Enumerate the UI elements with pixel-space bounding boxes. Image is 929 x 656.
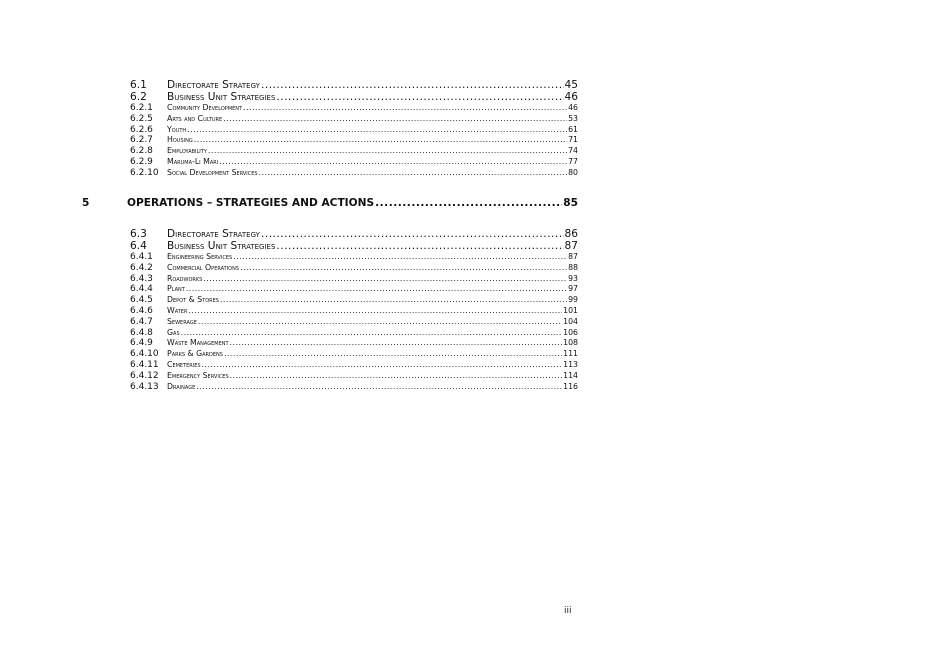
chapter-page-number: 85 xyxy=(563,197,578,209)
toc-entry-number: 6.1 xyxy=(130,79,147,91)
toc-entry-page: 88 xyxy=(568,262,578,272)
toc-entry-number: 6.4.6 xyxy=(130,305,153,316)
toc-entry-number: 6.2 xyxy=(130,90,147,103)
toc-entry-number: 6.4.7 xyxy=(130,316,153,327)
toc-leader-dots xyxy=(230,338,563,349)
toc-entry[interactable] xyxy=(130,135,578,146)
toc-entry-number: 6.2.10 xyxy=(130,167,159,178)
toc-entry-page: 114 xyxy=(563,370,578,380)
toc-leader-dots xyxy=(220,295,567,306)
toc-entry[interactable] xyxy=(130,92,578,104)
toc-entry-number: 6.3 xyxy=(130,228,147,240)
toc-entry[interactable] xyxy=(130,263,578,274)
toc-leader-dots xyxy=(208,146,567,157)
chapter-number: 5 xyxy=(82,197,90,209)
toc-entry[interactable] xyxy=(130,284,578,295)
toc-entry[interactable] xyxy=(130,295,578,306)
toc-entry-number: 6.4.11 xyxy=(130,359,159,370)
toc-entry[interactable] xyxy=(130,157,578,168)
toc-entry-page: 61 xyxy=(568,124,578,134)
toc-entry-page: 108 xyxy=(563,338,578,348)
toc-entry[interactable] xyxy=(130,306,578,317)
toc-entry-number: 6.2.9 xyxy=(130,156,153,167)
toc-entry-page: 74 xyxy=(568,146,578,156)
toc-entry-title: Arts and Culture xyxy=(167,113,223,123)
toc-leader-dots xyxy=(187,125,567,136)
toc-leader-dots xyxy=(276,92,563,104)
toc-entry-title: Community Development xyxy=(167,103,243,112)
toc-entry[interactable] xyxy=(130,114,578,125)
toc-entry-page: 80 xyxy=(568,167,578,177)
toc-entry-number: 6.4.2 xyxy=(130,262,153,273)
toc-entry[interactable] xyxy=(130,317,578,328)
toc-leader-dots xyxy=(261,80,564,92)
toc-entry-number: 6.4 xyxy=(130,239,147,252)
toc-leader-dots xyxy=(276,241,563,253)
toc-entry-page: 45 xyxy=(564,79,578,91)
toc-entry-title: Roadworks xyxy=(167,273,203,283)
toc-leader-dots xyxy=(230,371,562,382)
footer-page-number: iii xyxy=(564,606,572,616)
toc-leader-dots xyxy=(198,317,562,328)
toc-entry-page: 101 xyxy=(563,305,578,315)
toc-entry-number: 6.2.5 xyxy=(130,113,153,124)
toc-entry-number: 6.4.1 xyxy=(130,252,153,262)
toc-entry-page: 99 xyxy=(568,295,578,305)
toc-entry-page: 93 xyxy=(568,273,578,283)
toc-entry-number: 6.2.6 xyxy=(130,124,153,135)
toc-entry-page: 113 xyxy=(563,359,578,369)
toc-entry-number: 6.2.1 xyxy=(130,103,153,113)
toc-section-a xyxy=(130,80,578,179)
toc-entry-number: 6.4.12 xyxy=(130,370,159,381)
toc-entry-title: Housing xyxy=(167,135,193,145)
toc-entry-page: 97 xyxy=(568,284,578,294)
toc-entry-page: 111 xyxy=(563,349,578,359)
toc-entry-page: 87 xyxy=(564,239,578,252)
toc-leader-dots xyxy=(194,135,567,146)
toc-leader-dots xyxy=(240,263,567,274)
toc-entry[interactable] xyxy=(130,252,578,263)
toc-entry-title: Business Unit Strategies xyxy=(167,239,276,252)
toc-entry-page: 104 xyxy=(563,316,578,326)
toc-leader-dots xyxy=(223,114,567,125)
chapter-title: OPERATIONS – STRATEGIES AND ACTIONS xyxy=(127,197,375,209)
toc-entry[interactable] xyxy=(130,349,578,360)
toc-entry[interactable] xyxy=(130,338,578,349)
toc-entry-number: 6.4.8 xyxy=(130,327,153,338)
toc-entry-number: 6.2.7 xyxy=(130,135,153,146)
toc-leader-dots xyxy=(224,349,562,360)
toc-entry-page: 71 xyxy=(568,135,578,145)
toc-entry-page: 106 xyxy=(563,327,578,337)
toc-entry[interactable] xyxy=(130,371,578,382)
toc-leader-dots xyxy=(219,157,567,168)
toc-entry-title: Engineering Services xyxy=(167,252,233,261)
toc-entry-title: Parks & Gardens xyxy=(167,349,223,359)
toc-leader-dots xyxy=(259,168,567,179)
toc-leader-dots xyxy=(188,306,562,317)
toc-leader-dots xyxy=(233,252,567,263)
toc-entry-number: 6.4.13 xyxy=(130,381,159,392)
toc-entry-title: Sewerage xyxy=(167,316,197,326)
toc-entry-title: Depot & Stores xyxy=(167,295,219,305)
toc-entry-title: Directorate Strategy xyxy=(167,79,260,91)
toc-entry-page: 86 xyxy=(564,228,578,240)
toc-entry-number: 6.2.8 xyxy=(130,146,153,157)
toc-entry-title: Waste Management xyxy=(167,338,229,348)
toc-section-b xyxy=(130,229,578,392)
toc-entry-title: Commercial Operations xyxy=(167,262,240,272)
toc-entry-title: Cemeteries xyxy=(167,359,201,369)
toc-entry-title: Directorate Strategy xyxy=(167,228,260,240)
toc-entry-title: Social Development Services xyxy=(167,167,258,177)
toc-entry[interactable] xyxy=(130,382,578,393)
toc-leader-dots xyxy=(243,103,567,114)
toc-leader-dots xyxy=(261,229,564,241)
toc-entry-title: Emergency Services xyxy=(167,370,229,380)
toc-entry-page: 46 xyxy=(568,103,578,112)
toc-entry[interactable] xyxy=(130,229,578,241)
toc-entry-number: 6.4.4 xyxy=(130,284,153,295)
toc-entry[interactable] xyxy=(130,80,578,92)
toc-entry[interactable] xyxy=(130,360,578,371)
toc-entry-page: 53 xyxy=(568,113,578,123)
toc-leader-dots xyxy=(202,360,563,371)
toc-leader-dots xyxy=(196,382,562,393)
toc-entry-title: Employability xyxy=(167,146,207,156)
toc-entry-title: Drainage xyxy=(167,381,196,391)
toc-entry[interactable] xyxy=(130,103,578,114)
toc-entry-title: Youth xyxy=(167,124,187,134)
toc-entry-title: Water xyxy=(167,305,188,315)
toc-entry[interactable] xyxy=(130,328,578,339)
toc-leader-dots xyxy=(186,284,567,295)
toc-entry-title: Business Unit Strategies xyxy=(167,90,276,103)
toc-entry[interactable] xyxy=(130,241,578,253)
toc-entry[interactable] xyxy=(130,168,578,179)
toc-entry[interactable] xyxy=(130,146,578,157)
toc-entry-number: 6.4.10 xyxy=(130,349,159,360)
toc-entry[interactable] xyxy=(130,125,578,136)
toc-entry-page: 116 xyxy=(563,381,578,391)
toc-entry[interactable] xyxy=(130,274,578,285)
toc-leader-dots xyxy=(181,328,562,339)
toc-chapter-entry[interactable] xyxy=(82,196,578,210)
toc-entry-page: 77 xyxy=(568,156,578,166)
toc-entry-page: 87 xyxy=(568,252,578,261)
toc-entry-title: Plant xyxy=(167,284,185,294)
toc-entry-number: 6.4.9 xyxy=(130,338,153,349)
toc-entry-page: 46 xyxy=(564,90,578,103)
toc-entry-title: Maruma-Li Mari xyxy=(167,156,219,166)
toc-entry-number: 6.4.5 xyxy=(130,295,153,306)
toc-entry-title: Gas xyxy=(167,327,180,337)
chapter-leader-dots xyxy=(375,196,562,210)
toc-leader-dots xyxy=(203,274,567,285)
toc-entry-number: 6.4.3 xyxy=(130,273,153,284)
